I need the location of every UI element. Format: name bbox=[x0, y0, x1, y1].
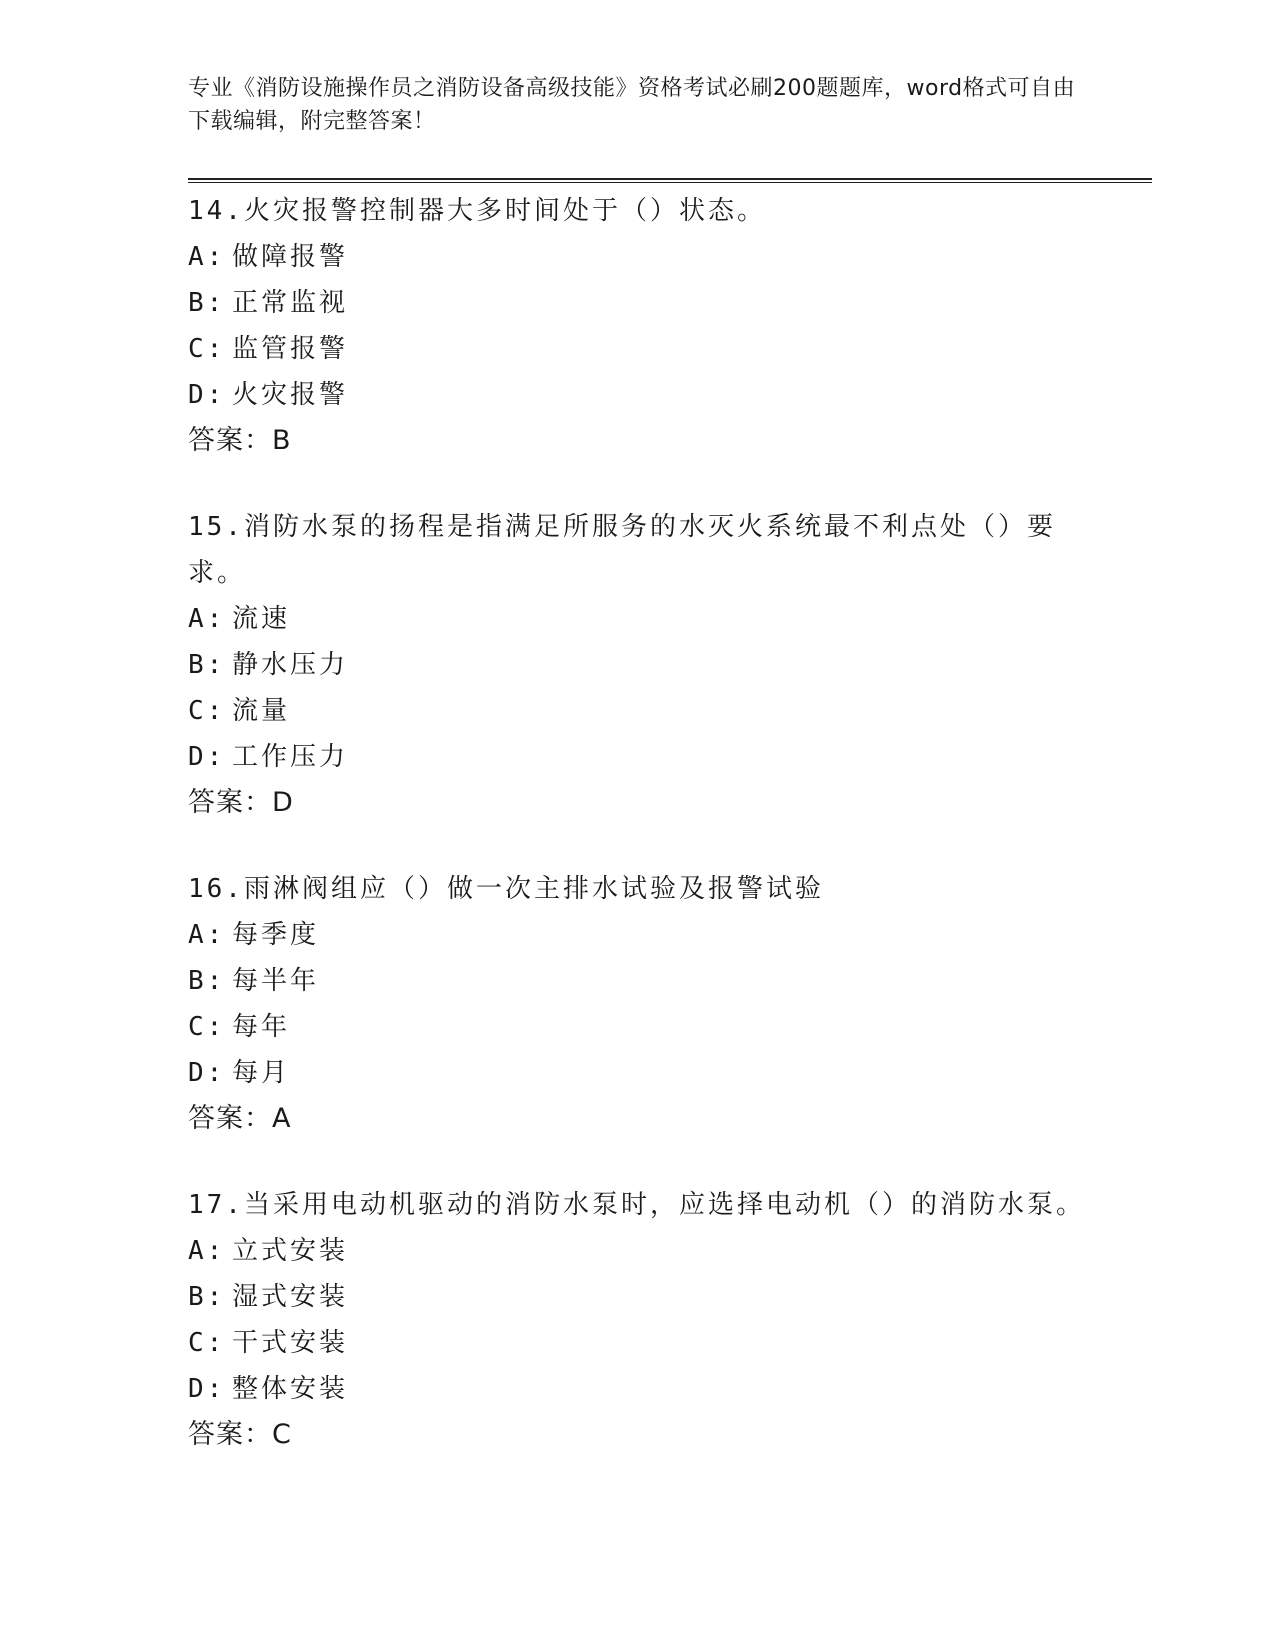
option-text: 工作压力 bbox=[232, 742, 349, 772]
option-key: D: bbox=[188, 1374, 226, 1404]
question-stem: 14.火灾报警控制器大多时间处于（）状态。 bbox=[188, 196, 766, 226]
option-text: 每季度 bbox=[232, 920, 320, 950]
option-key: C: bbox=[188, 1012, 226, 1042]
option-b bbox=[188, 642, 1088, 688]
option-text: 每月 bbox=[232, 1058, 291, 1088]
option-key: D: bbox=[188, 380, 226, 410]
option-text: 每年 bbox=[232, 1012, 291, 1042]
option-text: 静水压力 bbox=[232, 650, 349, 680]
option-b bbox=[188, 958, 1088, 1004]
option-a bbox=[188, 234, 1088, 280]
option-d bbox=[188, 734, 1088, 780]
question-16 bbox=[188, 866, 1088, 1142]
option-text: 整体安装 bbox=[232, 1374, 349, 1404]
option-key: A: bbox=[188, 920, 226, 950]
option-c bbox=[188, 1320, 1088, 1366]
option-text: 每半年 bbox=[232, 966, 320, 996]
option-d bbox=[188, 372, 1088, 418]
option-c bbox=[188, 688, 1088, 734]
option-key: B: bbox=[188, 288, 226, 318]
option-key: C: bbox=[188, 334, 226, 364]
option-key: A: bbox=[188, 1236, 226, 1266]
option-key: C: bbox=[188, 1328, 226, 1358]
option-text: 流量 bbox=[232, 696, 291, 726]
option-a bbox=[188, 596, 1088, 642]
option-text: 正常监视 bbox=[232, 288, 349, 318]
option-text: 火灾报警 bbox=[232, 380, 349, 410]
option-c bbox=[188, 1004, 1088, 1050]
header-divider bbox=[188, 178, 1152, 183]
option-text: 做障报警 bbox=[232, 242, 349, 272]
option-b bbox=[188, 1274, 1088, 1320]
option-d bbox=[188, 1050, 1088, 1096]
option-key: B: bbox=[188, 966, 226, 996]
option-text: 立式安装 bbox=[232, 1236, 349, 1266]
answer: 答案：D bbox=[188, 787, 294, 818]
option-a bbox=[188, 1228, 1088, 1274]
option-text: 干式安装 bbox=[232, 1328, 349, 1358]
document-header: 专业《消防设施操作员之消防设备高级技能》资格考试必刷200题题库，word格式可自由下载编辑，附完整答案！ bbox=[188, 76, 1076, 134]
question-15 bbox=[188, 504, 1088, 826]
option-c bbox=[188, 326, 1088, 372]
question-17 bbox=[188, 1182, 1088, 1458]
question-stem: 15.消防水泵的扬程是指满足所服务的水灭火系统最不利点处（）要求。 bbox=[188, 512, 1056, 588]
option-key: C: bbox=[188, 696, 226, 726]
option-key: A: bbox=[188, 604, 226, 634]
option-key: B: bbox=[188, 650, 226, 680]
option-key: D: bbox=[188, 742, 226, 772]
question-stem: 17.当采用电动机驱动的消防水泵时，应选择电动机（）的消防水泵。 bbox=[188, 1190, 1085, 1220]
option-text: 湿式安装 bbox=[232, 1282, 349, 1312]
option-b bbox=[188, 280, 1088, 326]
option-text: 监管报警 bbox=[232, 334, 349, 364]
answer: 答案：C bbox=[188, 1419, 292, 1450]
question-stem: 16.雨淋阀组应（）做一次主排水试验及报警试验 bbox=[188, 874, 824, 904]
option-a bbox=[188, 912, 1088, 958]
question-14 bbox=[188, 188, 1088, 464]
answer: 答案：A bbox=[188, 1103, 292, 1134]
answer: 答案：B bbox=[188, 425, 292, 456]
option-key: A: bbox=[188, 242, 226, 272]
option-text: 流速 bbox=[232, 604, 291, 634]
option-d bbox=[188, 1366, 1088, 1412]
option-key: D: bbox=[188, 1058, 226, 1088]
option-key: B: bbox=[188, 1282, 226, 1312]
